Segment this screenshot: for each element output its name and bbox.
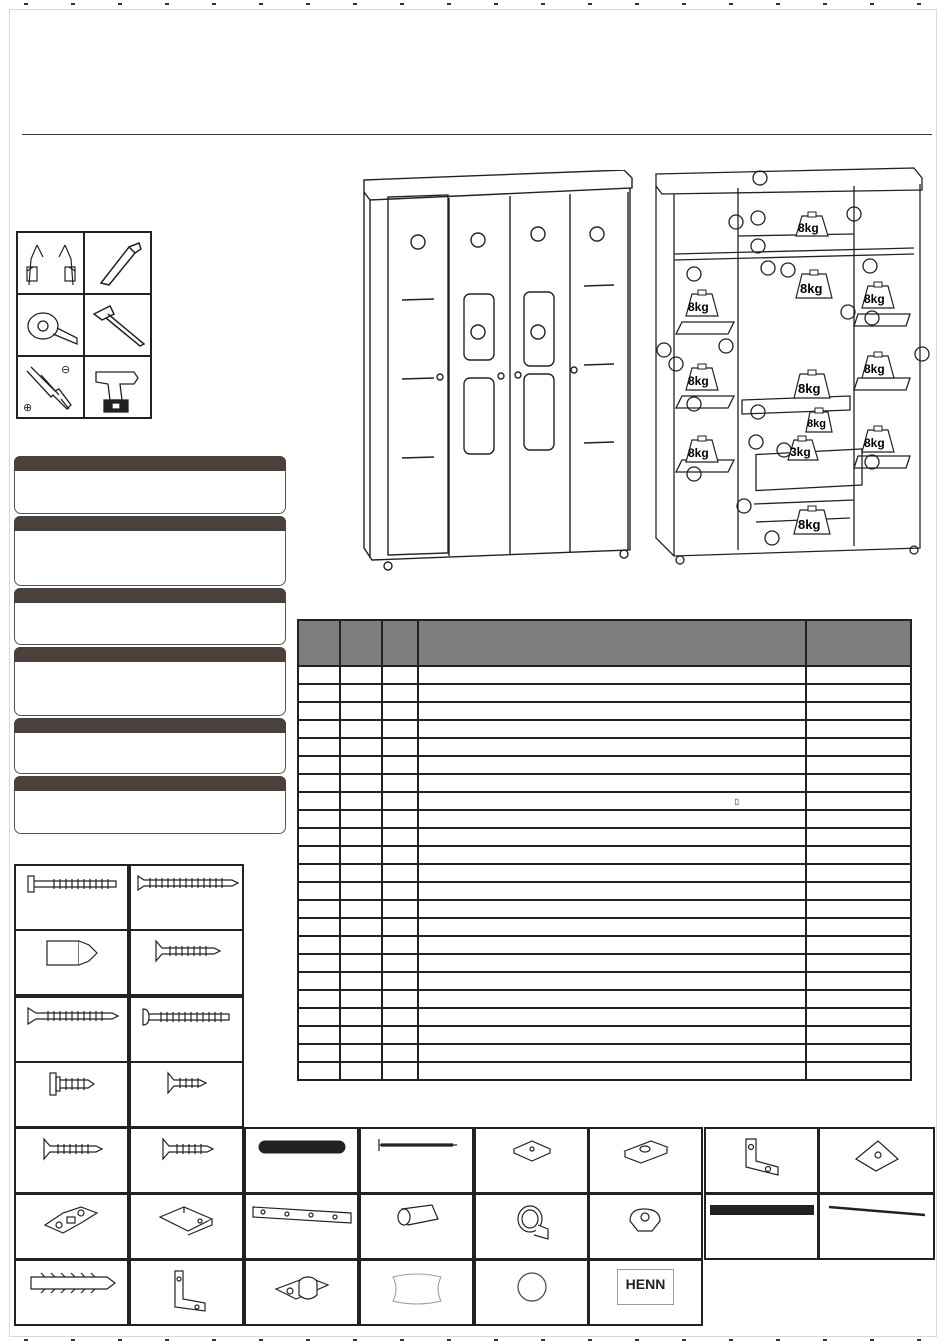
hardware-cell — [129, 1193, 244, 1260]
table-cell — [340, 738, 382, 756]
table-cell — [418, 666, 806, 684]
hardware-cell — [359, 1127, 474, 1194]
table-cell — [806, 1008, 911, 1026]
table-cell — [298, 954, 340, 972]
header-cell-2 — [340, 620, 382, 666]
border-tick-mark — [870, 1333, 874, 1341]
thin-rod-icon — [827, 1195, 927, 1224]
hardware-cell — [244, 1127, 359, 1194]
hardware-cell — [14, 929, 129, 996]
border-tick-mark — [400, 3, 404, 11]
hardware-cell — [704, 1127, 819, 1194]
flange-screw-icon — [46, 1063, 98, 1102]
instruction-box-6-header — [14, 776, 286, 791]
table-row — [298, 756, 911, 774]
henn-label-icon — [617, 1269, 675, 1305]
hardware-cell — [244, 1193, 359, 1260]
long-wood-screw-icon — [24, 998, 120, 1031]
short-countersunk-screw-icon — [164, 1063, 210, 1100]
border-tick-mark — [306, 1333, 310, 1341]
hardware-cell — [129, 1061, 244, 1128]
table-row — [298, 900, 911, 918]
hinge-plate-icon — [156, 1195, 218, 1242]
adhesive-pad-icon — [387, 1261, 447, 1314]
svg-text:8kg: 8kg — [798, 221, 819, 235]
table-cell — [382, 918, 418, 936]
table-cell — [382, 774, 418, 792]
table-cell — [806, 738, 911, 756]
header-rule — [22, 134, 932, 135]
table-row — [298, 810, 911, 828]
border-tick-mark — [823, 1333, 827, 1341]
header-cell-3 — [382, 620, 418, 666]
table-cell — [340, 810, 382, 828]
table-cell — [382, 990, 418, 1008]
table-cell — [340, 666, 382, 684]
table-row — [298, 864, 911, 882]
cabinet-hinge-icon — [41, 1195, 103, 1242]
table-cell — [382, 1044, 418, 1062]
table-cell — [298, 900, 340, 918]
table-cell — [298, 864, 340, 882]
border-tick-mark — [259, 3, 263, 11]
table-cell — [298, 1008, 340, 1026]
table-cell — [418, 1008, 806, 1026]
table-row — [298, 666, 911, 684]
table-cell — [382, 1026, 418, 1044]
table-cell — [382, 1008, 418, 1026]
hardware-cell — [359, 1259, 474, 1326]
table-cell — [806, 702, 911, 720]
table-row — [298, 1044, 911, 1062]
border-tick-mark — [71, 3, 75, 11]
table-cell — [418, 720, 806, 738]
hardware-cell — [818, 1127, 935, 1194]
svg-text:8kg: 8kg — [800, 281, 823, 296]
table-cell — [340, 936, 382, 954]
table-cell — [298, 882, 340, 900]
table-cell — [418, 864, 806, 882]
long-screw-icon — [134, 866, 240, 897]
hardware-cell — [14, 996, 129, 1063]
table-cell — [340, 882, 382, 900]
table-cell — [806, 972, 911, 990]
table-cell — [340, 702, 382, 720]
hardware-cell — [129, 1259, 244, 1326]
border-tick-mark — [165, 1333, 169, 1341]
table-cell — [418, 738, 806, 756]
glide-icon — [510, 1129, 554, 1168]
table-row — [298, 1062, 911, 1080]
table-cell — [340, 972, 382, 990]
border-tick-mark — [306, 3, 310, 11]
table-cell — [298, 936, 340, 954]
table-cell — [298, 792, 340, 810]
table-row — [298, 882, 911, 900]
table-row — [298, 972, 911, 990]
cam-lock-icon — [272, 1261, 332, 1314]
hardware-cell — [818, 1193, 935, 1260]
border-tick-mark — [588, 3, 592, 11]
corner-plate-icon — [852, 1129, 902, 1178]
hammer-icon — [84, 294, 151, 356]
countersunk-screw-2-icon — [40, 1129, 104, 1166]
instruction-box-3 — [14, 588, 286, 645]
table-cell — [340, 720, 382, 738]
table-cell — [418, 810, 806, 828]
svg-text:⊖: ⊖ — [60, 363, 70, 376]
border-tick-mark — [635, 3, 639, 11]
table-cell — [382, 936, 418, 954]
border-tick-mark — [447, 3, 451, 11]
border-tick-mark — [494, 1333, 498, 1341]
brand-label: HENN — [625, 1276, 666, 1292]
table-cell — [418, 954, 806, 972]
table-cell — [806, 792, 911, 810]
border-tick-mark — [212, 3, 216, 11]
table-cell — [418, 1026, 806, 1044]
table-cell — [298, 918, 340, 936]
table-row — [298, 1008, 911, 1026]
table-cell — [340, 1044, 382, 1062]
table-cell — [298, 1062, 340, 1080]
border-tick-mark — [588, 1333, 592, 1341]
table-cell — [382, 756, 418, 774]
svg-text:8kg: 8kg — [688, 300, 709, 314]
border-tick-mark — [118, 1333, 122, 1341]
table-cell — [298, 846, 340, 864]
table-cell — [418, 828, 806, 846]
border-tick-mark — [776, 3, 780, 11]
table-cell — [806, 846, 911, 864]
border-tick-mark — [24, 1333, 28, 1341]
table-cell — [382, 882, 418, 900]
table-cell — [298, 972, 340, 990]
svg-text:8kg: 8kg — [864, 436, 885, 450]
table-row — [298, 1026, 911, 1044]
cam-dowel-icon — [43, 931, 101, 972]
table-cell — [382, 1062, 418, 1080]
tape-measure-icon — [17, 294, 84, 356]
connector-icon — [621, 1129, 671, 1170]
hardware-cell — [588, 1193, 703, 1260]
table-cell — [418, 918, 806, 936]
table-cell — [340, 684, 382, 702]
border-tick-mark — [400, 1333, 404, 1341]
table-cell — [298, 720, 340, 738]
table-row — [298, 684, 911, 702]
border-tick-mark — [917, 3, 921, 11]
instruction-box-1 — [14, 456, 286, 514]
table-cell — [806, 756, 911, 774]
table-cell — [382, 828, 418, 846]
table-cell — [382, 738, 418, 756]
wardrobe-closed-illustration — [360, 170, 638, 572]
drawer-runner-icon — [249, 1195, 355, 1232]
border-tick-mark — [24, 3, 28, 11]
hardware-cell — [14, 864, 129, 931]
threaded-rod-icon — [255, 1129, 349, 1162]
table-cell — [340, 954, 382, 972]
table-cell — [382, 684, 418, 702]
table-cell — [382, 954, 418, 972]
border-tick-mark — [635, 1333, 639, 1341]
border-tick-mark — [682, 1333, 686, 1341]
parts-table-body — [298, 666, 911, 1080]
hardware-cell — [129, 996, 244, 1063]
border-tick-mark — [870, 3, 874, 11]
table-cell — [340, 918, 382, 936]
hardware-cell — [359, 1193, 474, 1260]
border-tick-mark — [353, 1333, 357, 1341]
table-cell — [418, 1044, 806, 1062]
border-tick-mark — [682, 3, 686, 11]
hardware-cell — [244, 1259, 359, 1326]
svg-text:8kg: 8kg — [798, 381, 821, 396]
table-cell — [298, 684, 340, 702]
table-cell — [806, 1062, 911, 1080]
table-cell — [806, 882, 911, 900]
instruction-box-5 — [14, 718, 286, 774]
screwdrivers-icon — [17, 356, 84, 418]
table-cell — [340, 990, 382, 1008]
table-cell — [382, 900, 418, 918]
border-tick-mark — [917, 1333, 921, 1341]
angle-bracket-icon — [740, 1129, 784, 1182]
border-tick-mark — [541, 3, 545, 11]
border-tick-mark — [212, 1333, 216, 1341]
table-cell — [418, 756, 806, 774]
table-cell — [340, 774, 382, 792]
table-cell — [806, 684, 911, 702]
instruction-box-4-header — [14, 647, 286, 662]
table-cell — [418, 936, 806, 954]
wall-plug-icon — [27, 1261, 117, 1302]
l-bracket-icon — [165, 1261, 209, 1318]
table-cell — [382, 972, 418, 990]
svg-text:8kg: 8kg — [688, 446, 709, 460]
svg-text:⊕: ⊕ — [22, 401, 32, 413]
header-cell-5 — [806, 620, 911, 666]
table-cell — [340, 1008, 382, 1026]
table-cell — [806, 990, 911, 1008]
border-tick-mark — [494, 3, 498, 11]
svg-text:8kg: 8kg — [864, 292, 885, 306]
table-cell — [298, 1044, 340, 1062]
table-cell — [298, 666, 340, 684]
table-cell — [382, 810, 418, 828]
table-row — [298, 720, 911, 738]
instruction-box-2 — [14, 516, 286, 586]
hardware-cell — [474, 1259, 589, 1326]
table-cell — [418, 684, 806, 702]
hardware-cell — [129, 929, 244, 996]
hardware-cell — [129, 1127, 244, 1194]
table-cell — [418, 1062, 806, 1080]
set-square-icon — [84, 232, 151, 294]
table-row — [298, 936, 911, 954]
table-row — [298, 918, 911, 936]
instruction-box-4 — [14, 647, 286, 716]
table-cell — [806, 720, 911, 738]
hardware-cell — [129, 864, 244, 931]
hanging-rail-icon — [708, 1195, 816, 1222]
weight-markers — [686, 212, 894, 534]
table-cell — [340, 1026, 382, 1044]
table-cell — [340, 828, 382, 846]
wardrobe-open-illustration — [652, 164, 938, 574]
table-cell — [806, 918, 911, 936]
border-tick-mark — [353, 3, 357, 11]
table-cell — [418, 846, 806, 864]
countersunk-screw-3-icon — [159, 1129, 215, 1166]
table-row — [298, 792, 911, 810]
table-cell — [298, 828, 340, 846]
border-tick-mark — [541, 1333, 545, 1341]
shelf-pin-icon — [392, 1195, 442, 1238]
svg-text:8kg: 8kg — [798, 517, 821, 532]
table-cell — [806, 954, 911, 972]
table-row — [298, 990, 911, 1008]
parts-table — [297, 619, 912, 1081]
table-cell — [418, 972, 806, 990]
hardware-cell — [704, 1193, 819, 1260]
rod-bracket-icon — [512, 1195, 552, 1248]
table-row — [298, 738, 911, 756]
table-cell — [298, 738, 340, 756]
table-cell — [806, 666, 911, 684]
table-cell — [418, 900, 806, 918]
power-drill-icon — [84, 356, 151, 418]
table-marker: ▯ — [734, 796, 739, 806]
table-cell — [340, 864, 382, 882]
two-person-icon — [17, 232, 84, 294]
table-cell — [340, 792, 382, 810]
table-cell — [382, 846, 418, 864]
table-cell — [298, 990, 340, 1008]
table-cell — [340, 846, 382, 864]
hardware-cell — [14, 1127, 129, 1194]
hardware-cell — [14, 1259, 129, 1326]
table-cell — [382, 720, 418, 738]
instruction-box-3-header — [14, 588, 286, 603]
table-cell — [806, 810, 911, 828]
border-tick-mark — [729, 1333, 733, 1341]
table-cell — [382, 792, 418, 810]
border-tick-mark — [447, 1333, 451, 1341]
svg-text:8kg: 8kg — [864, 362, 885, 376]
border-tick-mark — [776, 1333, 780, 1341]
hardware-cell — [588, 1259, 703, 1326]
clip-icon — [624, 1195, 668, 1242]
header-cell-1 — [298, 620, 340, 666]
table-cell — [806, 774, 911, 792]
table-cell — [298, 810, 340, 828]
table-cell — [298, 756, 340, 774]
table-cell — [806, 864, 911, 882]
border-tick-mark — [165, 3, 169, 11]
countersunk-screw-icon — [152, 931, 222, 968]
hardware-cell — [14, 1193, 129, 1260]
table-cell — [806, 1044, 911, 1062]
border-tick-mark — [259, 1333, 263, 1341]
table-cell — [298, 1026, 340, 1044]
table-cell — [340, 1062, 382, 1080]
hardware-cell — [588, 1127, 703, 1194]
table-row — [298, 954, 911, 972]
table-cell — [298, 774, 340, 792]
table-row — [298, 846, 911, 864]
bumper-icon — [514, 1261, 550, 1310]
table-cell — [382, 864, 418, 882]
table-cell — [806, 900, 911, 918]
instruction-box-6 — [14, 776, 286, 834]
table-cell — [806, 828, 911, 846]
header-cell-4 — [418, 620, 806, 666]
pan-head-screw-icon — [139, 998, 235, 1033]
nail-icon — [375, 1129, 459, 1158]
table-cell — [418, 702, 806, 720]
table-cell — [340, 756, 382, 774]
table-cell — [298, 702, 340, 720]
table-cell — [418, 882, 806, 900]
table-cell — [806, 936, 911, 954]
svg-text:8kg: 8kg — [688, 374, 709, 388]
table-cell — [418, 774, 806, 792]
instruction-box-1-header — [14, 456, 286, 471]
table-row — [298, 828, 911, 846]
border-tick-mark — [729, 3, 733, 11]
table-cell — [806, 1026, 911, 1044]
svg-text:3kg: 3kg — [790, 445, 811, 459]
table-row — [298, 702, 911, 720]
table-cell — [382, 702, 418, 720]
long-bolt-icon — [24, 866, 120, 899]
border-tick-mark — [118, 3, 122, 11]
hardware-cell — [474, 1193, 589, 1260]
table-row — [298, 774, 911, 792]
instruction-box-2-header — [14, 516, 286, 531]
tools-grid — [16, 231, 152, 419]
instruction-box-5-header — [14, 718, 286, 733]
table-cell — [382, 666, 418, 684]
hardware-cell — [14, 1061, 129, 1128]
border-tick-mark — [71, 1333, 75, 1341]
table-cell — [418, 792, 806, 810]
table-cell — [340, 900, 382, 918]
parts-table-header — [298, 620, 911, 666]
hardware-cell — [474, 1127, 589, 1194]
svg-text:8kg: 8kg — [807, 418, 826, 430]
border-tick-mark — [823, 3, 827, 11]
table-cell — [418, 990, 806, 1008]
